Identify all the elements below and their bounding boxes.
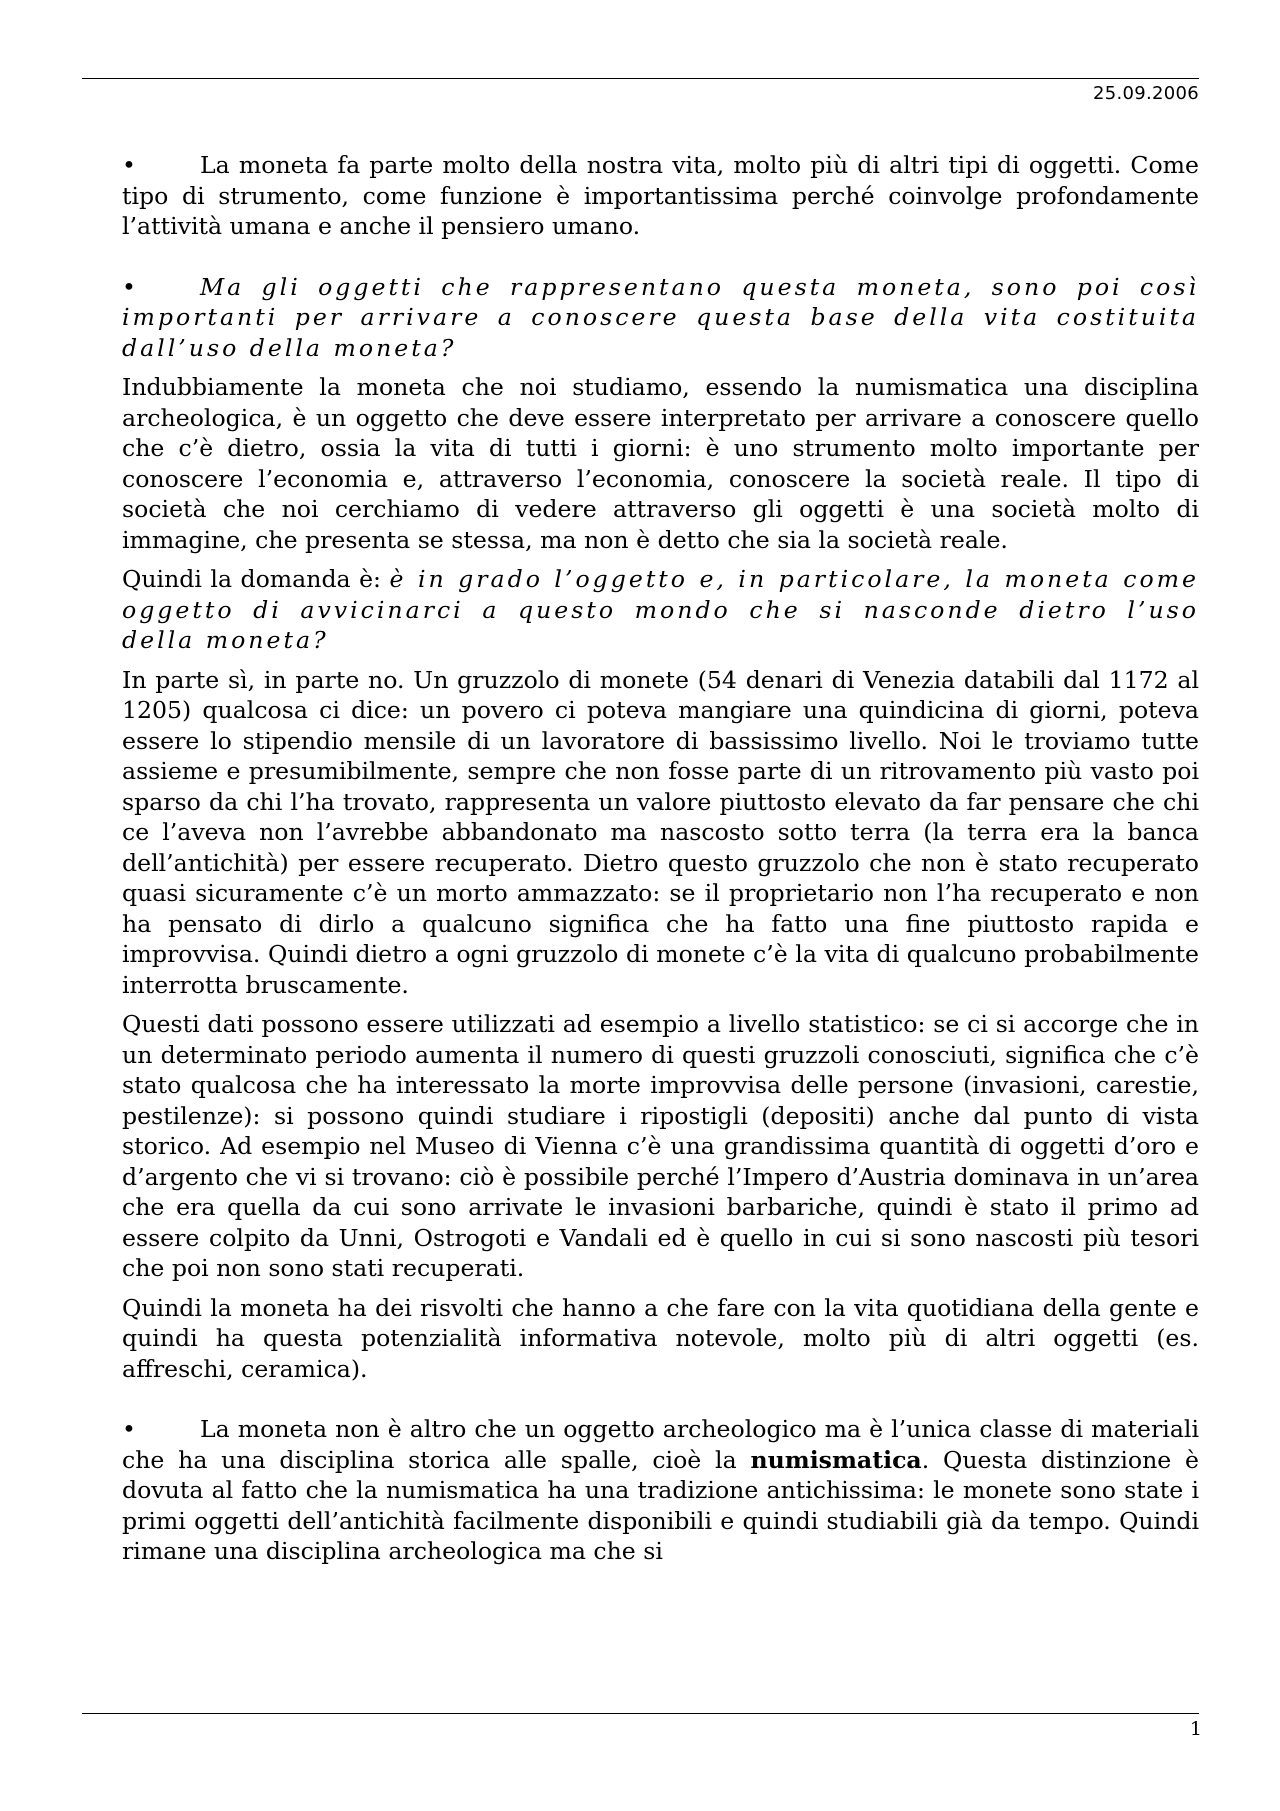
paragraph-3: In parte sì, in parte no. Un gruzzolo di monete (54 denari di Venezia databili dal 1172 al 1205) qualcosa ci dice: un povero ci poteva mangiare una quindicina di giorni, poteva essere lo stipendio mensile di un lavoratore di bassissimo livello. Noi le troviamo tutte assieme e presumibilmente, sempre che non fosse parte di un ritrovamento più vasto poi sparso da chi l’ha trovato, rappresenta un valore piuttosto elevato da far pensare che chi ce l’aveva non l’avrebbe abbandonato ma nascosto sotto terra (la terra era la banca dell’antichità) per essere recuperato. Dietro questo gruzzolo che non è stato recuperato quasi sicuramente c’è un morto ammazzato: se il proprietario non l’ha recuperato e non ha pensato di dirlo a qualcuno significa che ha fatto una fine piuttosto rapida e improvvisa. Quindi dietro a ogni gruzzolo di monete c’è la vita di qualcuno probabilmente interrotta bruscamente.	[122, 665, 1199, 999]
bullet-paragraph-2	[122, 272, 1199, 364]
bullet-text-1: La moneta fa parte molto della nostra vita, molto più di altri tipi di oggetti. Come tipo di strumento, come funzione è importantissima perché coinvolge profondamente l’attività umana e anche il pensiero umano.	[122, 151, 1199, 240]
footer-rule	[82, 1713, 1199, 1714]
bullet-icon: •	[122, 151, 136, 179]
paragraph-4: Questi dati possono essere utilizzati ad esempio a livello statistico: se ci si accorge che in un determinato periodo aumenta il numero di questi gruzzoli conosciuti, significa che c’è stato qualcosa che ha interessato la morte improvvisa delle persone (invasioni, carestie, pestilenze): si possono quindi studiare i ripostigli (depositi) anche dal punto di vista storico. Ad esempio nel Museo di Vienna c’è una grandissima quantità di oggetti d’oro e d’argento che vi si trovano: ciò è possibile perché l’Impero d’Austria dominava in un’area che era quella da cui sono arrivate le invasioni barbariche, quindi è stato il primo ad essere colpito da Unni, Ostrogoti e Vandali ed è quello in cui si sono nascosti più tesori che poi non sono stati recuperati.	[122, 1010, 1199, 1282]
paragraph-1: Indubbiamente la moneta che noi studiamo, essendo la numismatica una disciplina archeologica, è un oggetto che deve essere interpretato per arrivare a conoscere quello che c’è dietro, ossia la vita di tutti i giorni: è uno strumento molto importante per conoscere l’economia e, attraverso l’economia, conoscere la società reale. Il tipo di società che noi cerchiamo di vedere attraverso gli oggetti è una società molto di immagine, che presenta se stessa, ma non è detto che sia la società reale.	[122, 373, 1199, 554]
paragraph-2-question: è in grado l’oggetto e, in particolare, la moneta come oggetto di avvicinarci a questo mondo che si nasconde dietro l’uso della moneta?	[122, 565, 1199, 654]
bullet-text-3-after: . Questa distinzione è dovuta al fatto che la numismatica ha una tradizione antichissima: le monete sono state i primi oggetti dell’antichità facilmente disponibili e quindi studiabili già da tempo. Quindi rimane una disciplina archeologica ma che si	[122, 1445, 1199, 1565]
page-number: 1	[1189, 1718, 1202, 1740]
header-date: 25.09.2006	[1092, 83, 1199, 104]
bullet-icon: •	[122, 272, 136, 301]
bullet-text-3-bold: numismatica	[750, 1445, 922, 1474]
bullet-paragraph-1	[122, 150, 1199, 242]
bullet-text-3-before: La moneta non è altro che un oggetto archeologico ma è l’unica classe di materiali che ha una disciplina storica alle spalle, cioè la	[122, 1415, 1199, 1474]
document-body	[122, 150, 1199, 1576]
paragraph-5: Quindi la moneta ha dei risvolti che hanno a che fare con la vita quotidiana della gente e quindi ha questa potenzialità informativa notevole, molto più di altri oggetti (es. affreschi, ceramica).	[122, 1293, 1199, 1383]
bullet-text-2: Ma gli oggetti che rappresentano questa moneta, sono poi così importanti per arrivare a conoscere questa base della vita costituita dall’uso della moneta?	[122, 272, 1199, 362]
bullet-paragraph-3	[122, 1414, 1199, 1567]
paragraph-2	[122, 564, 1199, 656]
bullet-icon: •	[122, 1415, 136, 1443]
paragraph-2-lead: Quindi la domanda è:	[122, 565, 390, 593]
header-rule	[82, 78, 1199, 79]
